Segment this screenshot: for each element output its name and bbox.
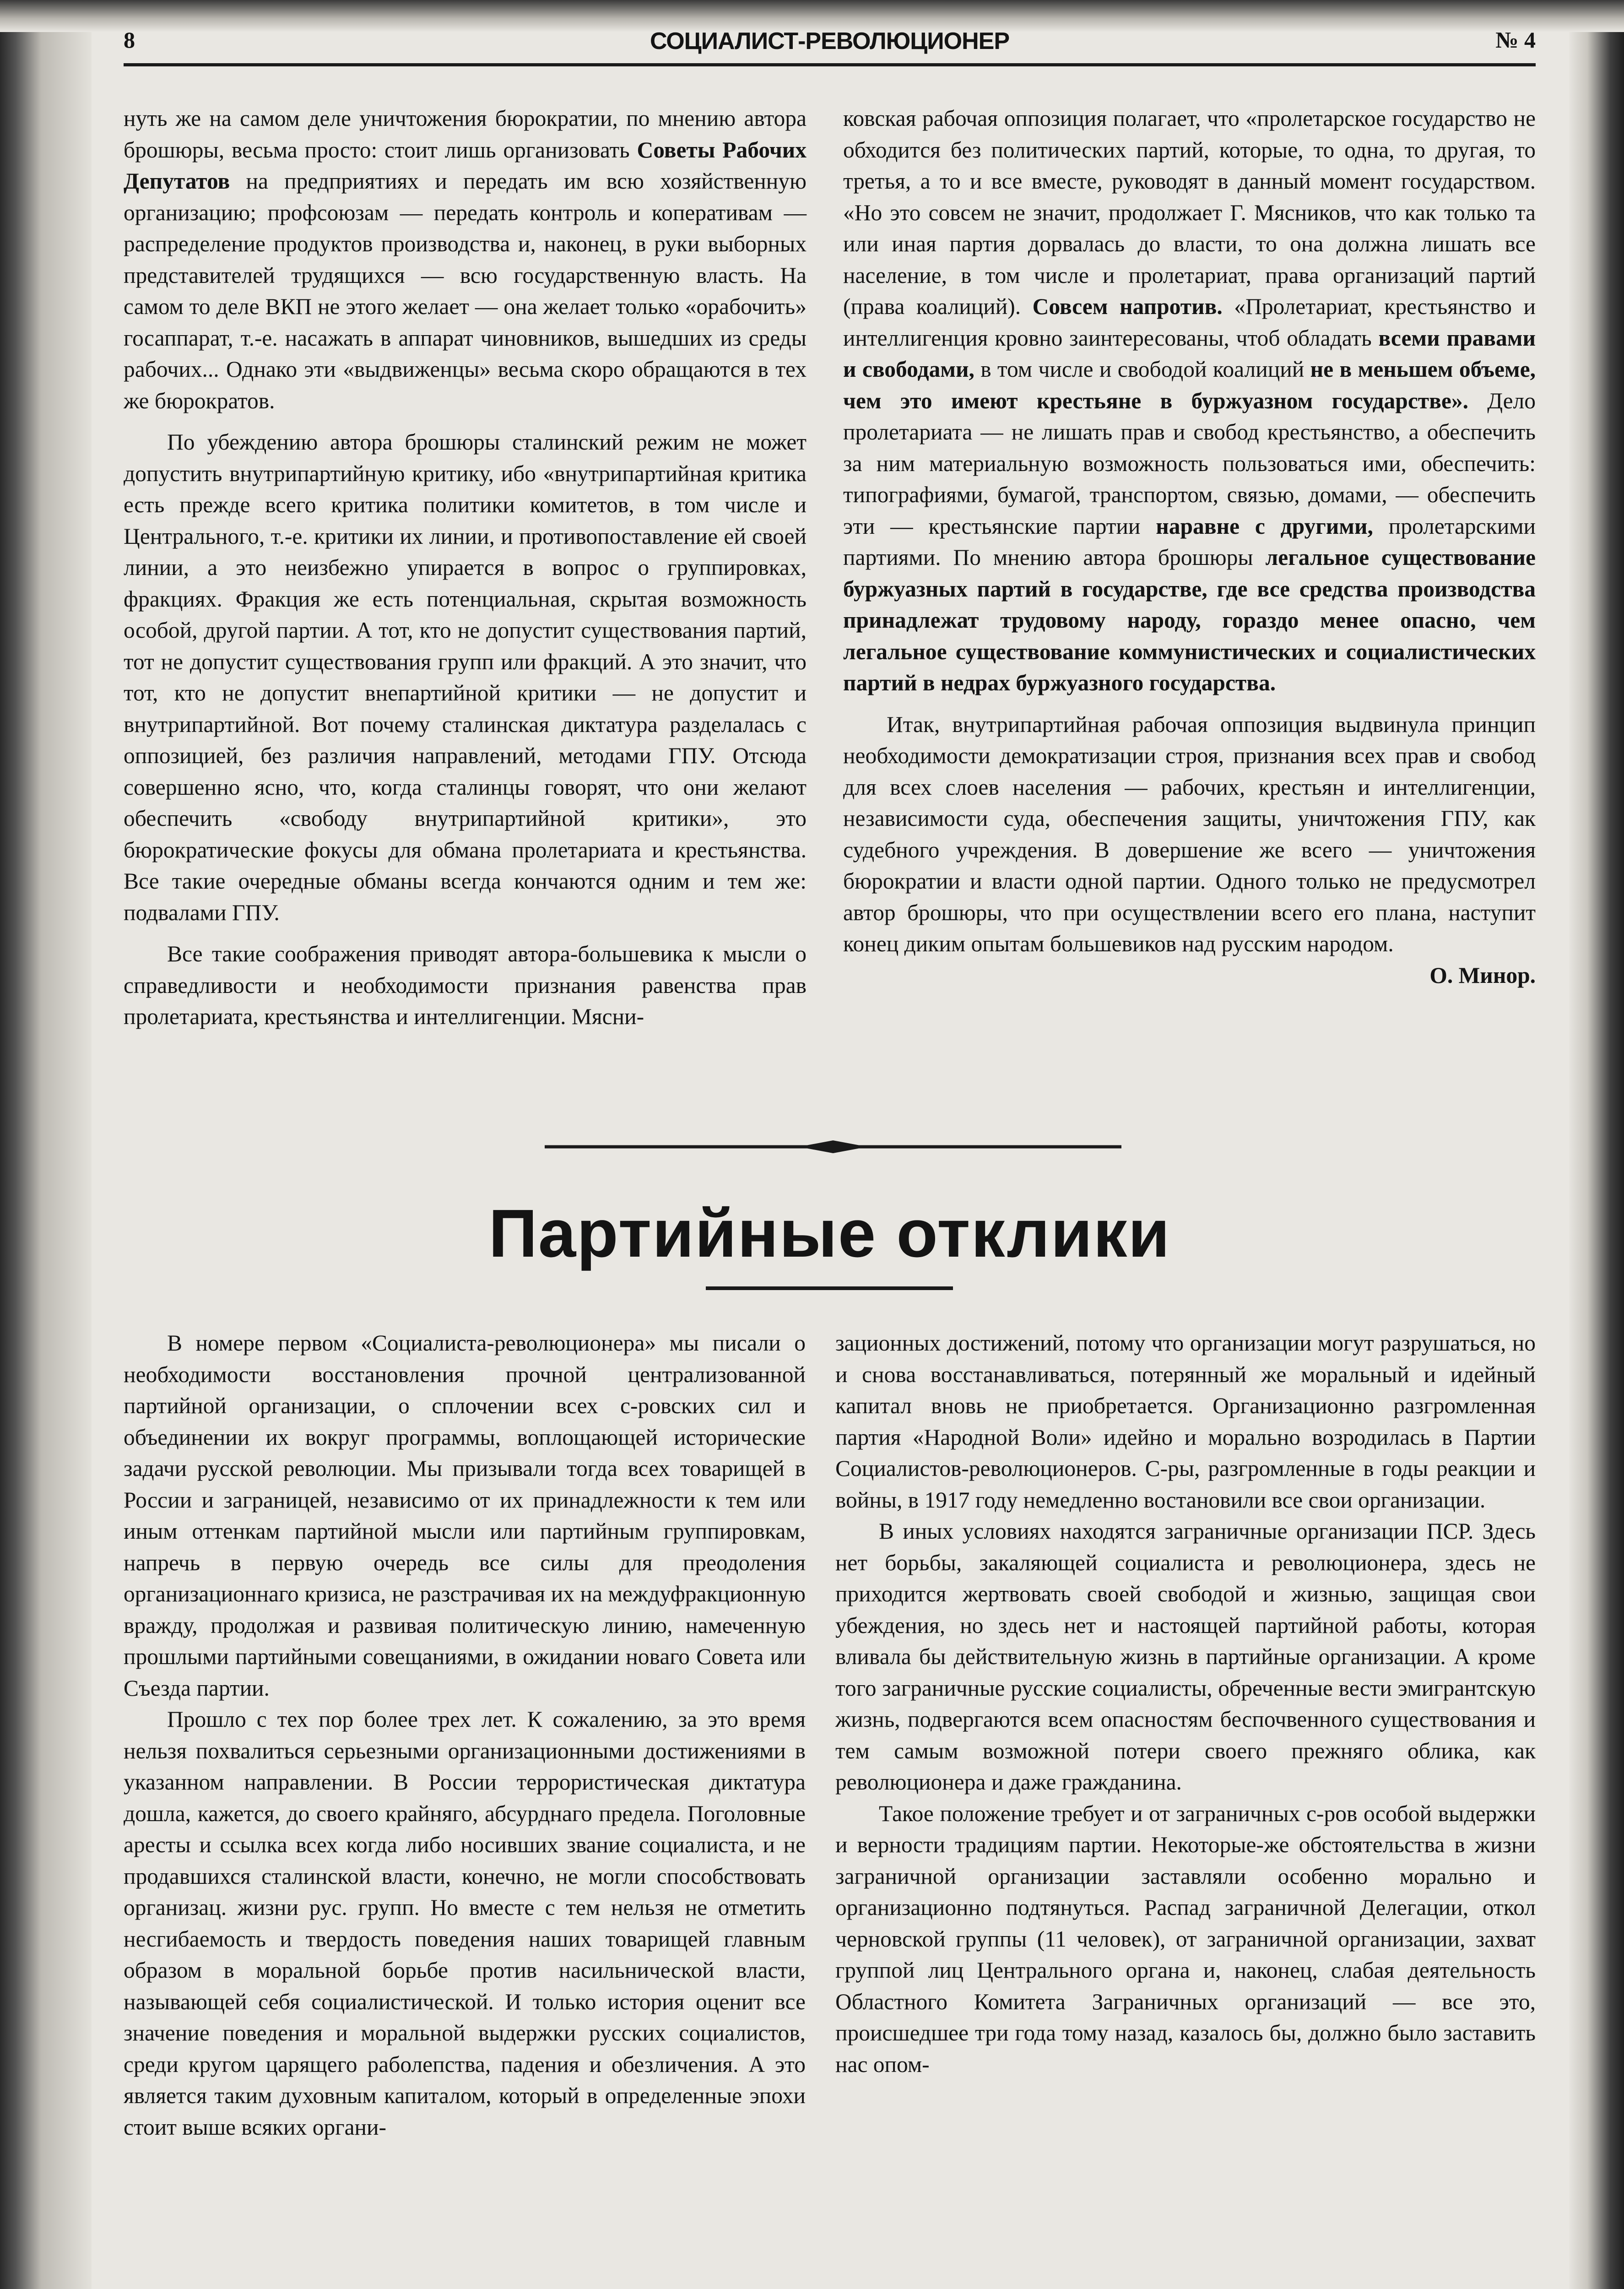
page-header — [124, 23, 1536, 69]
paragraph: Все такие соображения приводят автора-большевика к мысли о справедливости и необходимости признания равенства прав пролетариата, крестьянства и интеллигенции. Мясни- — [124, 941, 807, 1029]
bold-phrase: всеми правами и свободами, — [843, 325, 1536, 382]
bold-phrase: Советы Рабочих Депутатов — [124, 137, 807, 194]
scan-edge-right — [1569, 0, 1624, 2289]
paragraph: зационных достижений, потому что организации могут разрушаться, но и снова восстанавливаться, потерянный же моральный и идейный капитал вновь не приобретается. Организационно разгромленная партия «Народной Воли» идейно и морально возродилась в Партии Социалистов-революционеров. С-ры, разгромленные в годы реакции и войны, в 1917 году немедленно востановили все свои организации. — [835, 1330, 1536, 1513]
scan-edge-left — [0, 0, 92, 2289]
bottom-article-right-column — [835, 1328, 1536, 2080]
bold-phrase: легальное существование буржуазных партий в государстве, где все средства производства принадлежат трудовому народу, гораздо менее опасно, чем легальное существование коммунистических и социалистических партий в недрах буржуазного государства. — [843, 545, 1536, 695]
bold-phrase: Совсем напротив. — [1032, 294, 1223, 319]
paragraph: В номере первом «Социалиста-революционера» мы писали о необходимости восстановления прочной централизованной партийной организации, о сплочении всех с-ровских сил и объединении их вокруг программы, воплощающей исторические задачи русской революции. Мы призывали тогда всех товарищей в России и заграницей, независимо от их принадлежности к тем или иным оттенкам партийной мысли или партийным группировкам, напречь в первую очередь все силы для преодоления организационнаго кризиса, не разстрачивая их на междуфракционную вражду, продолжая и развивая политическую линию, намеченную прошлыми партийными совещаниями, в ожидании новаго Совета или Съезда партии. — [124, 1330, 806, 1701]
newspaper-page — [124, 23, 1536, 2289]
paragraph: Такое положение требует и от заграничных с-ров особой выдержки и верности традициям партии. Некоторые-же обстоятельства в жизни заграничной организации заставляли особенно морально и организационно подтянуться. Распад заграничной Делегации, откол черновской группы (11 человек), от заграничной организации, захват группой лиц Центрального органа и, наконец, слабая деятельность Областного Комитета Заграничных организаций — все это, происшедшее три года тому назад, казалось бы, должно было заставить нас опом- — [835, 1801, 1536, 2077]
header-rule — [124, 63, 1536, 66]
paragraph: Итак, внутрипартийная рабочая оппозиция выдвинула принцип необходимости демократизации строя, признания всех прав и свобод для всех слоев населения — рабочих, крестьян и интеллигенции, независимости суда, обеспечения защиты, уничтожения ГПУ, как судебного учреждения. В довершение же всего — уничтожения бюрократии и власти одной партии. Одного только не предусмотрел автор брошюры, что при осуществлении всего его плана, наступит конец диким опытам большевиков над русским народом. — [843, 711, 1536, 956]
section-separator — [545, 1138, 1121, 1156]
top-article-right-column — [843, 103, 1536, 991]
top-article-left-column — [124, 103, 807, 1033]
paragraph: нуть же на самом деле уничтожения бюрократии, по мнению автора брошюры, весьма просто: стоит лишь организовать Советы Рабочих Депутатов на предприятиях и передать им всю хозяйственную организацию; профсоюзам — передать контроль и коперативам — распределение продуктов производства и, наконец, в руки выборных представителей трудящихся — всю государственную власть. На самом то деле ВКП не этого желает — она желает только «орабочить» госаппарат, т.-е. насажать в аппарат чиновников, вышедших из среды рабочих... Однако эти «выдвиженцы» весьма скоро обращаются в тех же бюрократов. — [124, 106, 807, 413]
paragraph: По убеждению автора брошюры сталинский режим не может допустить внутрипартийную критику, ибо «внутрипартийная критика есть прежде всего критика политики комитетов, в том числе и Центрального, т.-е. критики их линии, и противопоставление ей своей линии, а это неизбежно упирается в вопрос о группировках, фракциях. Фракция же есть потенциальная, скрытая возможность особой, другой партии. А тот, кто не допустит существования партий, тот не допустит существования групп или фракций. А это значит, что тот, кто не допустит внепартийной критики — не допустит и внутрипартийной. Вот почему сталинская диктатура разделалась с оппозицией, без различия направлений, методами ГПУ. Отсюда совершенно ясно, что, когда сталинцы говорят, что они желают обеспечить «свободу внутрипартийной критики», это бюрократические фокусы для обмана пролетариата и крестьянства. Все такие очередные обманы всегда кончаются одним и тем же: подвалами ГПУ. — [124, 429, 807, 925]
page-number: 8 — [124, 27, 135, 53]
newspaper-title: СОЦИАЛИСТ-РЕВОЛЮЦИОНЕР — [650, 28, 1010, 54]
paragraph: ковская рабочая оппозиция полагает, что «пролетарское государство не обходится без политических партий, которые, то одна, то другая, то третья, а то и все вместе, руководят в данный момент государством. «Но это совсем не значит, продолжает Г. Мясников, что как только та или иная партия дорвалась до власти, то она должна лишать все население, в том числе и пролетариат, права организаций партий (права коалиций). Совсем напротив. «Пролетариат, крестьянство и интеллигенция кровно заинтересованы, чтоб обладать всеми правами и свободами, в том числе и свободой коалиций не в меньшем объеме, чем это имеют крестьяне в буржуазном государстве». Дело пролетариата — не лишать прав и свобод крестьянство, а обеспечить за ним материальную возможность пользоваться ими, обеспечить: типографиями, бумагой, транспортом, связью, домами, — обеспечить эти — крестьянские партии наравне с другими, пролетарскими партиями. По мнению автора брошюры легальное существование буржуазных партий в государстве, где все средства производства принадлежат трудовому народу, гораздо менее опасно, чем легальное существование коммунистических и социалистических партий в недрах буржуазного государства. — [843, 106, 1536, 695]
section-title: Партийные отклики — [488, 1196, 1171, 1271]
issue-number: № 4 — [1495, 27, 1536, 53]
bold-phrase: наравне с другими, — [1156, 513, 1373, 539]
bold-phrase: не в меньшем объеме, чем это имеют крестьяне в буржуазном государстве». — [843, 357, 1536, 413]
author-signature: О. Минор. — [1429, 962, 1536, 988]
title-underline — [706, 1286, 953, 1290]
paragraph: Прошло с тех пор более трех лет. К сожалению, за это время нельзя похвалиться серьезными организационными достижениями в указанном направлении. В России террористическая диктатура дошла, кажется, до своего крайняго, абсурднаго предела. Поголовные аресты и ссылка всех когда либо носивших звание социалиста, и не продавшихся сталинской власти, конечно, не могли способствовать организац. жизни рус. групп. Но вместе с тем нельзя не отметить несгибаемость и твердость поведения наших товарищей главным образом в моральной борьбе против насильнической власти, называющей себя социалистической. И только история оценит все значение поведения и моральной выдержки русских социалистов, среди кругом царящего раболепства, падения и обезличения. А это является таким духовным капиталом, который в определенные эпохи стоит выше всяких органи- — [124, 1707, 806, 2140]
bottom-article-left-column — [124, 1328, 806, 2143]
paragraph: В иных условиях находятся заграничные организации ПСР. Здесь нет борьбы, закаляющей социалиста и революционера, здесь не приходится жертвовать своей свободой и жизнью, защищая свои убеждения, но здесь нет и настоящей партийной работы, которая вливала бы действительную жизнь в партийные организации. А кроме того заграничные русские социалисты, обреченные вести эмигрантскую жизнь, подвергаются всем опасностям беспочвенного существования и тем самым возможной потери своего прежняго облика, как революционера и даже гражданина. — [835, 1519, 1536, 1795]
